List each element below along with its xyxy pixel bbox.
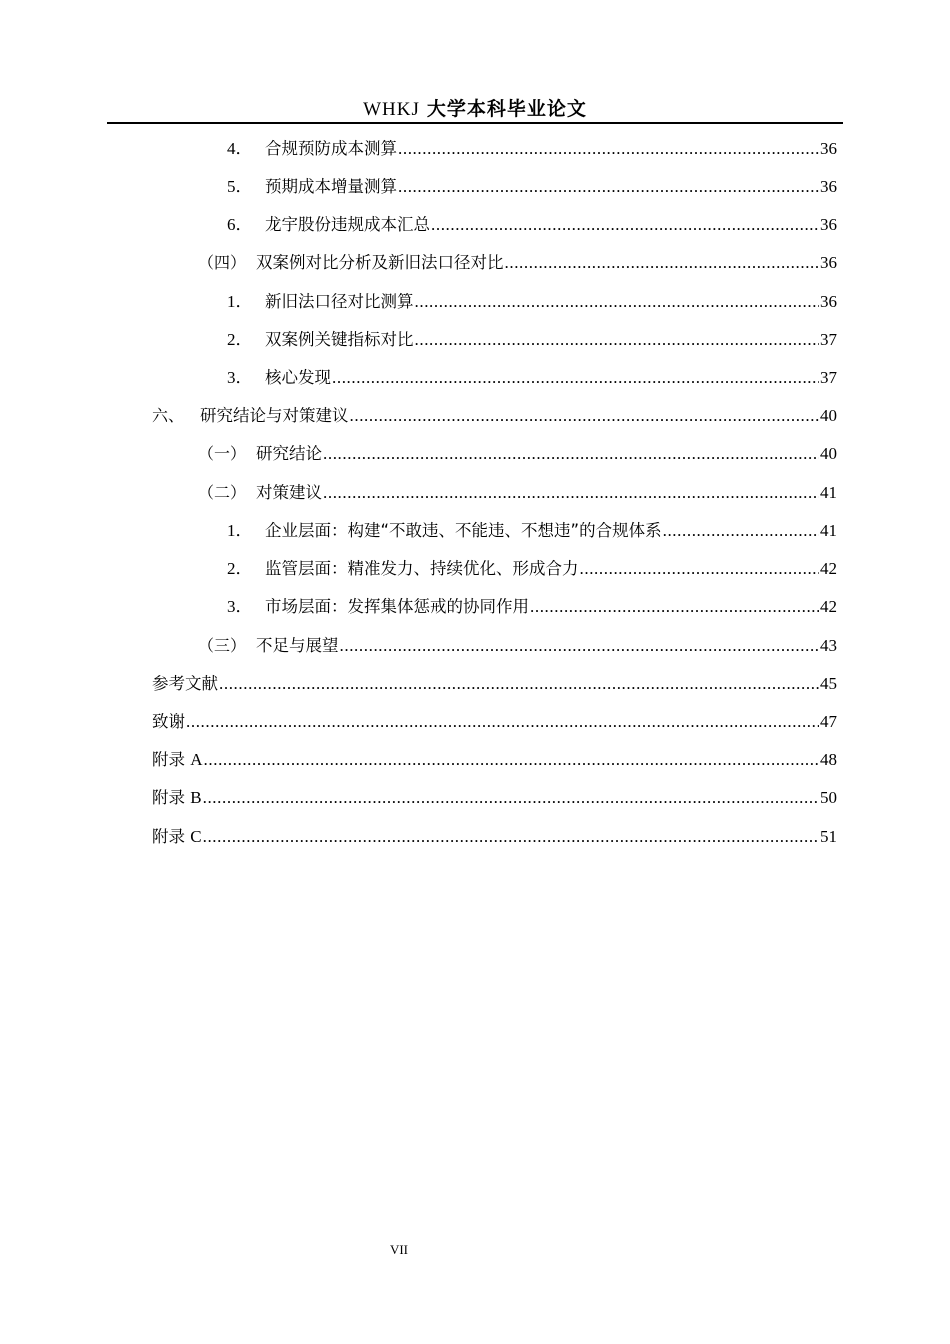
dot-leader [398,137,819,161]
toc-entry-title: 不足与展望 [256,636,339,655]
toc-entry-title: 合规预防成本测算 [265,139,397,158]
toc-entry-page: 36 [820,139,837,158]
toc-entry-title-suffix: A [190,750,203,769]
toc-entry-page: 45 [820,674,837,693]
toc-entry-page: 37 [820,368,837,387]
toc-entry-page: 41 [820,521,837,540]
dot-leader [415,290,820,314]
toc-entry-number: 1． [227,292,253,311]
dot-leader [186,710,819,734]
toc-entry-page: 36 [820,253,837,272]
toc-entry[interactable] [227,137,837,161]
toc-entry-title [152,786,202,810]
header-latin: WHKJ [363,99,420,120]
toc-entry-title: 核心发现 [265,368,331,387]
toc-entry-number: 2． [227,559,253,578]
toc-entry-number: （二） [198,483,247,502]
toc-entry[interactable] [152,786,837,810]
dot-leader [332,366,819,390]
dot-leader [663,519,819,543]
toc-entry-page: 37 [820,330,837,349]
dot-leader [398,175,819,199]
dot-leader [219,672,819,696]
toc-entry[interactable] [227,557,837,581]
toc-entry[interactable] [227,366,837,390]
dot-leader [415,328,820,352]
toc-entry-title-main: 附录 [152,788,185,807]
toc-entry-page: 36 [820,177,837,196]
toc-entry-page: 43 [820,636,837,655]
dot-leader [204,748,819,772]
dot-leader [203,786,819,810]
toc-entry-page: 48 [820,750,837,769]
toc-entry-title: 双案例关键指标对比 [265,330,414,349]
toc-entry-number: 3． [227,597,253,616]
toc-entry-title: 参考文献 [152,674,218,693]
dot-leader [530,595,819,619]
toc-entry-page: 51 [820,827,837,846]
toc-entry-title-suffix: B [190,788,202,807]
dot-leader [340,634,820,658]
dot-leader [323,481,819,505]
toc-entry[interactable] [227,290,837,314]
toc-entry-title: 市场层面：发挥集体惩戒的协同作用 [265,597,529,616]
toc-entry-page: 40 [820,406,837,425]
dot-leader [431,213,819,237]
toc-entry-number: 4． [227,139,253,158]
toc-entry-title: 致谢 [152,712,185,731]
toc-entry-title: 对策建议 [256,483,322,502]
toc-entry-number: （三） [198,636,247,655]
toc-entry-title: 龙宇股份违规成本汇总 [265,215,430,234]
toc-entry-page: 36 [820,292,837,311]
toc-entry[interactable] [227,519,837,543]
toc-entry-page: 40 [820,444,837,463]
toc-entry-number: （四） [198,253,247,272]
toc-entry-number: 5． [227,177,253,196]
toc-entry-number: 6． [227,215,253,234]
toc-entry[interactable] [227,213,837,237]
toc-entry[interactable] [198,251,837,275]
toc-entry[interactable] [198,634,837,658]
toc-entry-title: 双案例对比分析及新旧法口径对比 [256,253,504,272]
toc-entry[interactable] [227,328,837,352]
toc-entry-title: 研究结论与对策建议 [200,406,349,425]
toc-entry[interactable] [227,175,837,199]
dot-leader [350,404,820,428]
toc-entry-number: 1． [227,521,253,540]
toc-entry[interactable] [227,595,837,619]
toc-entry-title-main: 附录 [152,827,185,846]
toc-entry-number: （一） [198,444,247,463]
toc-entry-number: 3． [227,368,253,387]
toc-entry-number: 六、 [152,406,185,425]
toc-entry-number: 2． [227,330,253,349]
dot-leader [580,557,820,581]
toc-entry-page: 42 [820,559,837,578]
toc-entry-page: 42 [820,597,837,616]
toc-entry[interactable] [198,442,837,466]
toc-entry-title-main: 附录 [152,750,185,769]
toc-entry-page: 36 [820,215,837,234]
header-title: 大学本科毕业论文 [426,98,587,120]
toc-entry-title-suffix: C [190,827,202,846]
dot-leader [505,251,820,275]
toc-entry-title [152,748,203,772]
toc-entry[interactable] [152,748,837,772]
toc-entry-title [152,825,202,849]
toc-entry-title: 监管层面：精准发力、持续优化、形成合力 [265,559,579,578]
dot-leader [323,442,819,466]
toc-entry-page: 41 [820,483,837,502]
toc-entry[interactable] [152,404,837,428]
toc-entry-title: 企业层面：构建“不敢违、不能违、不想违”的合规体系 [265,521,662,540]
toc-entry[interactable] [152,825,837,849]
toc-entry[interactable] [152,672,837,696]
toc-entry[interactable] [152,710,837,734]
toc-entry-page: 50 [820,788,837,807]
dot-leader [203,825,819,849]
toc-entry-title: 研究结论 [256,444,322,463]
page-number: VII [389,1242,409,1257]
toc-entry-page: 47 [820,712,837,731]
toc-entry-title: 新旧法口径对比测算 [265,292,414,311]
toc-entry[interactable] [198,481,837,505]
toc-entry-title: 预期成本增量测算 [265,177,397,196]
